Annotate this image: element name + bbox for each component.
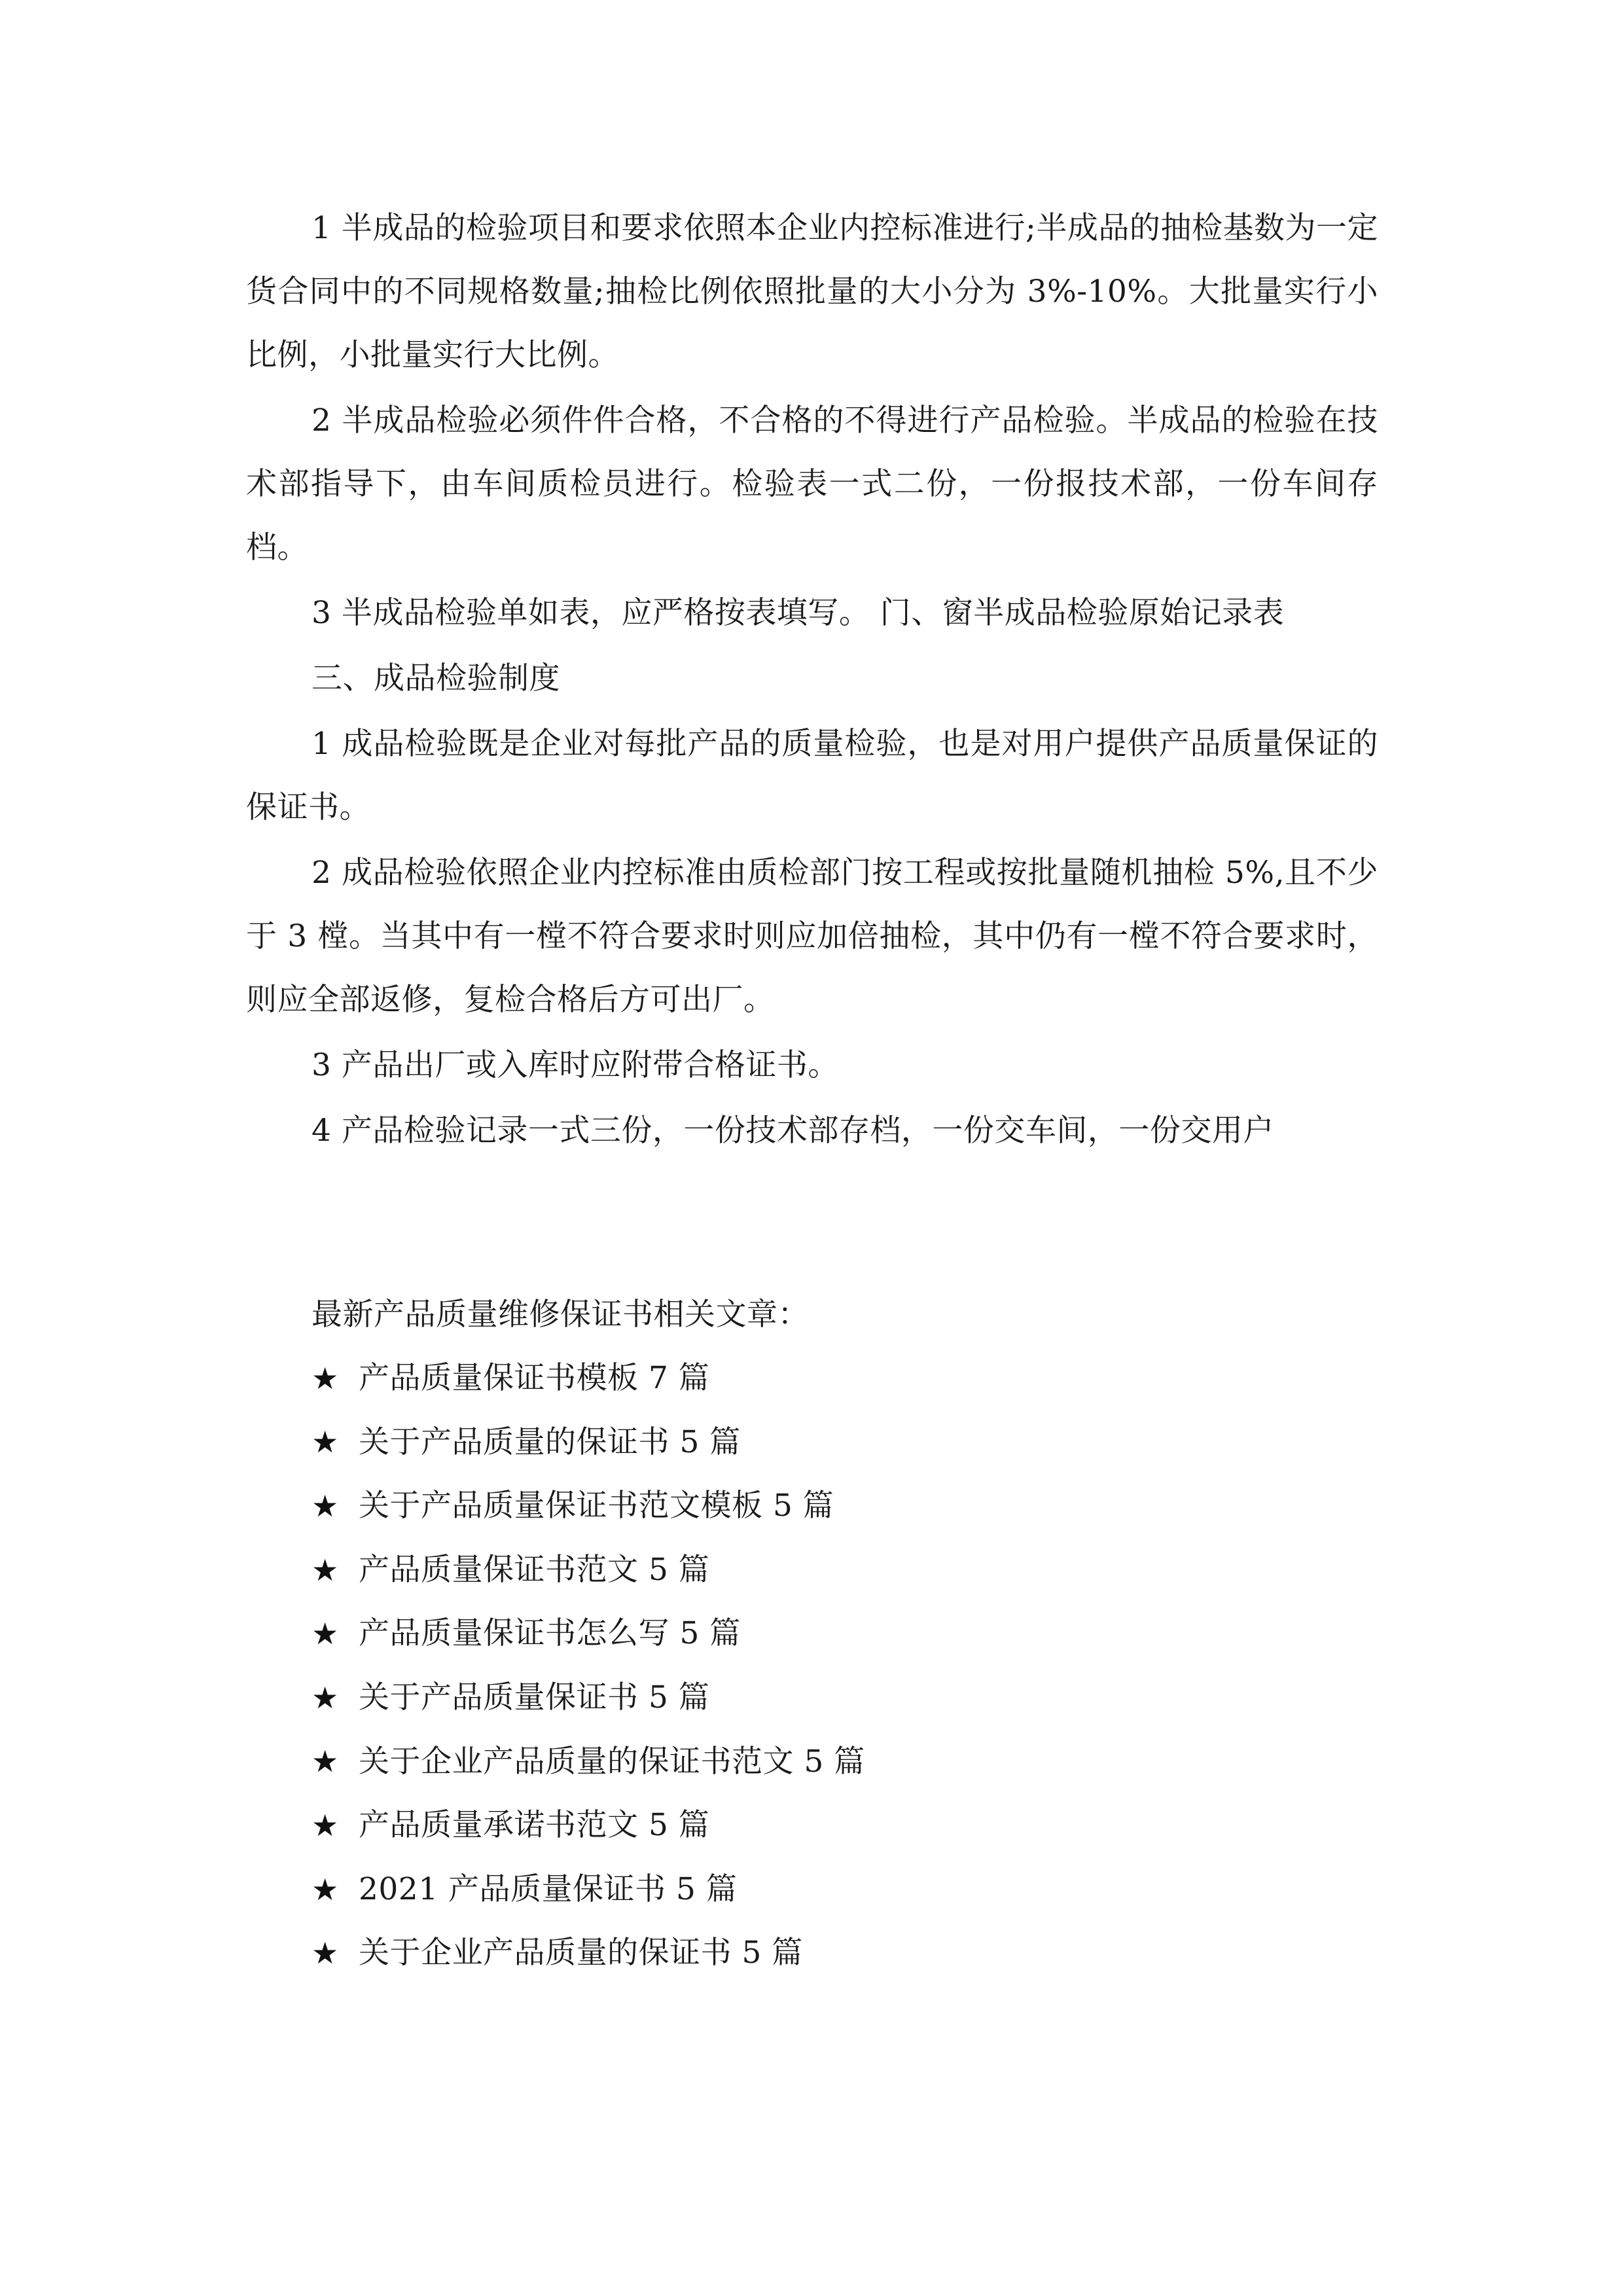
related-article-link[interactable] bbox=[312, 1602, 1359, 1666]
related-article-title[interactable]: 产品质量保证书模板 7 篇 bbox=[359, 1360, 710, 1396]
star-icon: ★ bbox=[312, 1616, 339, 1652]
related-article-title[interactable]: 2021 产品质量保证书 5 篇 bbox=[359, 1871, 738, 1907]
related-article-title[interactable]: 产品质量保证书怎么写 5 篇 bbox=[359, 1615, 741, 1652]
related-article-title[interactable]: 关于产品质量的保证书 5 篇 bbox=[359, 1424, 741, 1460]
related-article-link[interactable] bbox=[312, 1346, 1359, 1410]
related-articles-list bbox=[312, 1346, 1359, 1985]
related-article-title[interactable]: 产品质量承诺书范文 5 篇 bbox=[359, 1807, 710, 1844]
star-icon: ★ bbox=[312, 1807, 339, 1843]
related-article-title[interactable]: 关于企业产品质量的保证书 5 篇 bbox=[359, 1935, 803, 1971]
star-icon: ★ bbox=[312, 1360, 339, 1396]
star-icon: ★ bbox=[312, 1679, 339, 1715]
star-icon: ★ bbox=[312, 1935, 339, 1971]
related-article-link[interactable] bbox=[312, 1666, 1359, 1730]
paragraph-finished-product-2: 2 成品检验依照企业内控标准由质检部门按工程或按批量随机抽检 5%,且不少于 3 樘。当其中有一樘不符合要求时则应加倍抽检，其中仍有一樘不符合要求时，则应全部返修，复检合格后方可出厂。 bbox=[246, 855, 1378, 1018]
related-article-title[interactable]: 关于产品质量保证书 5 篇 bbox=[359, 1679, 710, 1715]
paragraph-semi-product-1: 1 半成品的检验项目和要求依照本企业内控标准进行;半成品的抽检基数为一定货合同中的不同规格数量;抽检比例依照批量的大小分为 3%-10%。大批量实行小比例，小批量实行大比例。 bbox=[246, 210, 1378, 373]
paragraph-semi-product-3: 3 半成品检验单如表，应严格按表填写。 门、窗半成品检验原始记录表 bbox=[312, 595, 1285, 631]
paragraph-finished-product-1: 1 成品检验既是企业对每批产品的质量检验，也是对用户提供产品质量保证的保证书。 bbox=[246, 726, 1378, 825]
related-article-title[interactable]: 关于企业产品质量的保证书范文 5 篇 bbox=[359, 1743, 865, 1780]
related-article-link[interactable] bbox=[312, 1857, 1359, 1922]
related-article-title[interactable]: 产品质量保证书范文 5 篇 bbox=[359, 1551, 710, 1588]
related-article-title[interactable]: 关于产品质量保证书范文模板 5 篇 bbox=[359, 1488, 834, 1524]
related-article-link[interactable] bbox=[312, 1793, 1359, 1857]
body-text bbox=[246, 196, 1378, 1164]
related-article-link[interactable] bbox=[312, 1730, 1359, 1794]
paragraph-semi-product-2: 2 半成品检验必须件件合格，不合格的不得进行产品检验。半成品的检验在技术部指导下，由车间质检员进行。检验表一式二份，一份报技术部，一份车间存档。 bbox=[246, 403, 1378, 565]
star-icon: ★ bbox=[312, 1744, 339, 1780]
related-articles-title: 最新产品质量维修保证书相关文章： bbox=[312, 1297, 809, 1333]
star-icon: ★ bbox=[312, 1871, 339, 1907]
related-article-link[interactable] bbox=[312, 1921, 1359, 1985]
star-icon: ★ bbox=[312, 1552, 339, 1588]
related-articles bbox=[312, 1283, 1359, 1985]
star-icon: ★ bbox=[312, 1488, 339, 1524]
related-article-link[interactable] bbox=[312, 1538, 1359, 1602]
star-icon: ★ bbox=[312, 1424, 339, 1460]
section-heading-finished-product: 三、成品检验制度 bbox=[312, 660, 560, 696]
related-article-link[interactable] bbox=[312, 1474, 1359, 1538]
related-article-link[interactable] bbox=[312, 1410, 1359, 1475]
paragraph-finished-product-3: 3 产品出厂或入库时应附带合格证书。 bbox=[312, 1047, 839, 1083]
paragraph-finished-product-4: 4 产品检验记录一式三份，一份技术部存档，一份交车间，一份交用户 bbox=[312, 1113, 1274, 1149]
